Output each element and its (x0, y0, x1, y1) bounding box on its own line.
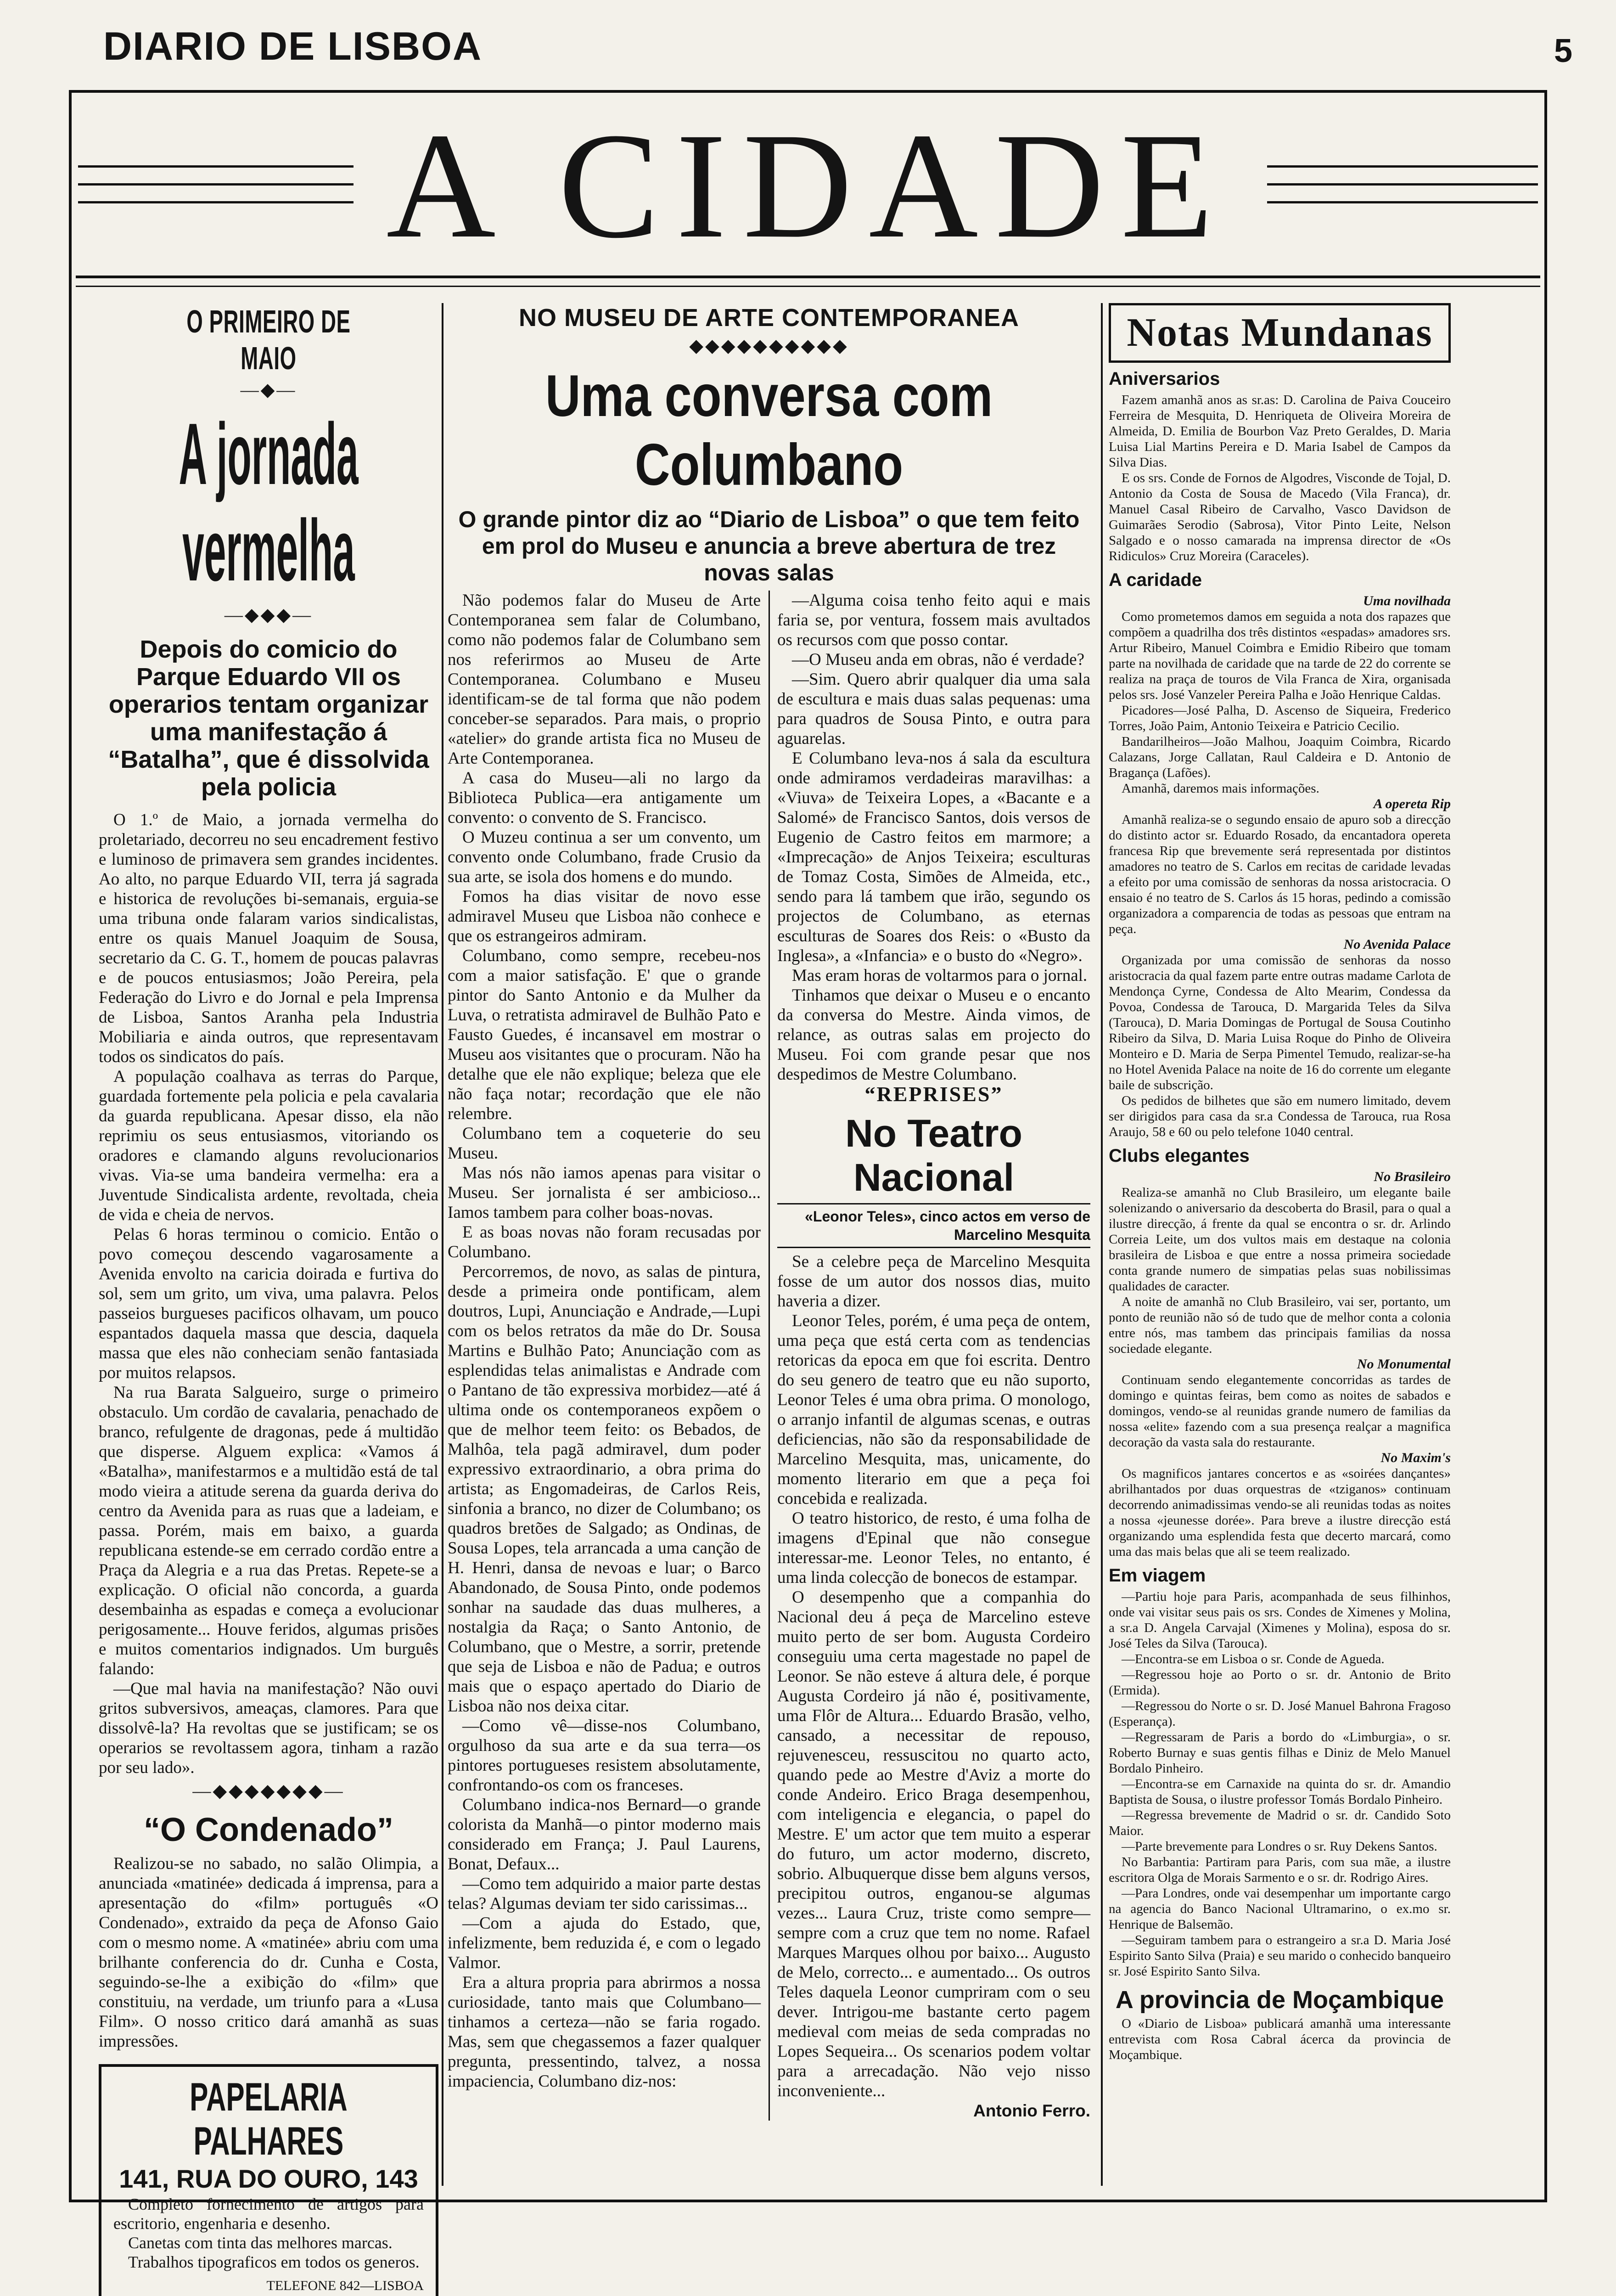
item-tag: No Maxim's (1380, 1450, 1451, 1465)
paragraph: Realizou-se no sabado, no salão Olimpia, a anunciada «matinée» dedicada á imprensa, para a apresentação do «film» português «O Condenado», extraido da peça de Afonso Gaio com o mesmo nome. A «matinée» abriu com uma brilhante conferencia do dr. Cunha e Costa, seguindo-se-lhe a exibição do «film» que constituiu, na verdade, um triunfo para a «Lusa Film». O nosso critico dará amanhã as suas impressões. (99, 1854, 438, 2051)
column-rule-2 (1101, 303, 1103, 2186)
title-underline (76, 276, 1540, 278)
article-headline: Uma conversa com Columbano (545, 363, 993, 498)
paragraph: E Columbano leva-nos á sala da escultura onde admiramos verdadeiras maravilhas: a «Viuva» de Teixeira Lopes, a «Bacante e a Salomé» de Francisco Santos, dois versos de Eugenio de Castro feitos em marmore; a «Imprecação» de Anjos Teixeira; esculturas de Tomaz Costa, Simões de Almeida, etc., sendo para lá tambem que irão, segundo os projectos de Columbano, as eternas esculturas de Soares dos Reis: o «Busto da Inglesa», a «Infancia» e o busto do «Negro». (777, 749, 1090, 965)
masthead-name: DIARIO DE LISBOA (103, 24, 483, 68)
item-tag: Uma novilhada (1363, 593, 1451, 608)
paragraph: —Com a ajuda do Estado, que, infelizmente, bem reduzida é, e com o legado Valmor. (448, 1914, 761, 1972)
paragraph: A população coalhava as terras do Parque, guardada fortemente pela policia e pela cavalaria da guarda republicana. Apesar disso, ela não reprimiu os seus entusiasmos, vitoriando os oradores e clamando alguns revolucionarios vivas. Via-se uma bandeira vermelha: era a Juventude Sindicalista ardente, revoltada, cheia de vida e cheia de nervos. (99, 1067, 438, 1224)
sub-deck: «Leonor Teles», cinco actos em verso de Marcelino Mesquita (777, 1203, 1090, 1248)
paragraph: Na rua Barata Salgueiro, surge o primeiro obstaculo. Um cordão de cavalaria, penachado de branco, refulgente de dragonas, pede á multidão que disperse. Alguem explica: «Vamos á «Batalha», manifestarmos e a multidão está de tal modo vieira a atitude serena da guarda deriva do centro da Avenida para as ruas que a ladeiam, e passa. Porém, mais em baixo, a guarda republicana estende-se em cerrado cordão entre a Praça da Alegria e a rua das Pretas. Repete-se a explicação. O oficial não concorda, a guarda desembainha as espadas e começa a evolucionar perigosamente... Houve feridos, algumas prisões e muitos comentarios indignados. Um burguês falando: (99, 1383, 438, 1678)
column-rule-1 (442, 303, 443, 2186)
sub-headline: A caridade (1109, 570, 1202, 590)
paragraph: Picadores—José Palha, D. Ascenso de Siqueira, Frederico Torres, João Paim, Antonio Teixeira e Patricio Cecilio. (1109, 703, 1451, 733)
ad-line: Completo fornecimento de artigos para escritorio, engenharia e desenho. (113, 2195, 424, 2233)
paragraph: Os pedidos de bilhetes que são em numero limitado, devem ser dirigidos para casa da sr.a Condessa de Tarouca, rua Rosa Araujo, 58 e 60 ou pelo telefone 1040 central. (1109, 1093, 1451, 1139)
item-tag: A opereta Rip (1373, 796, 1451, 811)
paragraph: Tinhamos que deixar o Museu e o encanto da conversa do Mestre. Ainda vimos, de relance, as outras salas em projecto do Museu. Foi com grande pesar que nos despedimos de Mestre Columbano. (777, 986, 1090, 1084)
column-museu (448, 303, 1090, 2121)
paragraph: Organizada por uma comissão de senhoras da nosso aristocracia da qual fazem parte entre outras madame Carlota de Mendonça Cyrne, Condessa de Alto Mearim, Condessa da Povoa, Condessa de Tarouca, D. Margarida Teles da Silva (Tarouca), D. Maria Domingas de Portugal de Sousa Coutinho Ribeiro da Silva, D. Maria Luisa Roque do Pinho de Oliveira Monteiro e D. Maria de Serpa Pimentel Temudo, realizar-se-ha no Hotel Avenida Palace na noite de 16 do corrente um elegante baile de subscrição. (1109, 953, 1451, 1092)
section-box-title: Notas Mundanas (1109, 303, 1451, 363)
paragraph: O «Diario de Lisboa» publicará amanhã uma interessante entrevista com Rosa Cabral ácerca da provincia de Moçambique. (1109, 2016, 1451, 2062)
paragraph: —Regressa brevemente de Madrid o sr. dr. Candido Soto Maior. (1109, 1808, 1451, 1838)
paragraph: Mas eram horas de voltarmos para o jornal. (792, 966, 1088, 985)
ornament: —◆◆◆— (224, 604, 313, 625)
article-kicker: NO MUSEU DE ARTE CONTEMPORANEA (518, 304, 1020, 332)
item-tag: No Brasileiro (1374, 1169, 1451, 1184)
paragraph: —O Museu anda em obras, não é verdade? (792, 650, 1084, 669)
paragraph: —Regressou do Norte o sr. D. José Manuel Bahrona Fragoso (Esperança). (1109, 1699, 1451, 1729)
paragraph: O desempenho que a companhia do Nacional deu á peça de Marcelino esteve muito perto de ser bom. Augusta Cordeiro conseguiu uma certa magestade no papel de Leonor. Se não esteve á altura dele, é porque Augusta Cordeiro já não é, positivamente, uma Flôr de Altura... Eduardo Brasão, velho, cansado, a necessitar de repouso, rejuvenesceu, ressuscitou no quarto acto, quando pede ao Mestre d'Aviz a morte do conde Andeiro. Erico Braga desempenhou, com inteligencia e elegancia, o papel do Mestre. E' um actor que tem muito a esperar do futuro, um actor moderno, discreto, sobrio. Albuquerque disse bem alguns versos, precipitou outros, enganou-se algumas vezes... Laura Cruz, triste como sempre—sempre com a cruz que tem no nome. Rafael Marques Marques olhou por baixo... Augusto de Melo, correcto... e aumentado... Os outros Teles daquela Leonor cumpriram com o seu dever. Intrigou-me bastante certo pagem medieval com meias de seda compradas no Lopes Sequeira... Os scenarios podem voltar para a arrecadação. Não vejo nisso inconveniente... (777, 1588, 1090, 2100)
sub-headline: No Teatro Nacional (845, 1112, 1022, 1199)
paragraph: A noite de amanhã no Club Brasileiro, vai ser, portanto, um ponto de reunião não só de tudo que de melhor conta a colonia entre nós, mas tambem das principais familias da nossa sociedade elegante. (1109, 1294, 1451, 1356)
paragraph: Não podemos falar do Museu de Arte Contemporanea sem falar de Columbano, como não podemos falar de Columbano sem nos referirmos ao Museu de Arte Contemporanea. Columbano e Museu identificam-se de tal forma que não podem conceber-se separados. Para mais, o proprio «atelier» do grande artista fica no Museu de Arte Contemporanea. (448, 591, 761, 768)
paragraph: —Como vê—disse-nos Columbano, orgulhoso da sua arte e da sua terra—os pintores portugueses resistem absolutamente, confrontando-os com os franceses. (448, 1716, 761, 1795)
paragraph: —Que mal havia na manifestação? Não ouvi gritos subversivos, ameaças, clamores. Para que dissolvê-la? Ha revoltas que se justificam; se os operarios se revoltassem agora, tinham a razão por seu lado». (99, 1679, 438, 1777)
sub-headline: A provincia de Moçambique (1115, 1986, 1444, 2014)
item-tag: No Monumental (1357, 1356, 1451, 1372)
paragraph: No Barbantia: Partiram para Paris, com sua mãe, a ilustre escritora Olga de Morais Sarmento e o sr. dr. Rodrigo Aires. (1109, 1855, 1451, 1885)
paragraph: A casa do Museu—ali no largo da Biblioteca Publica—era antigamente um convento: o convento de S. Francisco. (448, 769, 761, 827)
reprises-label: “REPRISES” (864, 1082, 1003, 1106)
paragraph: Leonor Teles, porém, é uma peça de ontem, uma peça que está certa com as tendencias retoricas da epoca em que foi escrita. Dentro do seu genero de teatro que eu não suporto, Leonor Teles é uma obra prima. O monologo, o arranjo infantil de algumas scenas, e outras deficiencias, não são da responsabilidade de Marcelino Mesquita, mas, unicamente, do momento literario em que a peça foi concebida e realizada. (777, 1311, 1090, 1508)
paragraph: —Para Londres, onde vai desempenhar um importante cargo na agencia do Banco Nacional Ultramarino, o ex.mo sr. Henrique de Balsemão. (1109, 1886, 1451, 1932)
paragraph: Como prometemos damos em seguida a nota dos rapazes que compõem a quadrilha dos três distintos «espadas» amadores srs. Artur Ribeiro, Manuel Coimbra e Emidio Ribeiro que tomam parte na novilhada de caridade que na tarde de 22 do corrente se realiza na praça de touros de Vila Franca de Xira, organisada pelos srs. José Vanzeler Pereira Palha e João Henrique Caldas. (1109, 609, 1451, 702)
paragraph: Pelas 6 horas terminou o comicio. Então o povo começou descendo vagarosamente a Avenida envolto na caricia doirada e furtiva do sol, sem um grito, um viva, uma palavra. Pelos passeios burgueses pacificos olhavam, um pouco espantados daquela massa que descia, daquela massa que eles não conheciam senão fantasiada por muitos relapsos. (99, 1225, 438, 1382)
section-title: A CIDADE (386, 102, 1230, 270)
sub-headline: Em viagem (1109, 1565, 1206, 1586)
author-signature: Antonio Ferro. (973, 2101, 1090, 2120)
paragraph: Continuam sendo elegantemente concorridas as tardes de domingo e quintas feiras, bem como as noites de sabados e domingos, vendo-se al reunidas grande numero de familias da nossa «elite» fazendo com a sua presença realçar a magnifica decoração da vasta sala do restaurante. (1109, 1373, 1451, 1450)
paragraph: Percorremos, de novo, as salas de pintura, desde a primeira onde pontificam, alem doutros, Lupi, Anunciação e Andrade,—Lupi com os belos retratos da mãe do Dr. Sousa Martins e Bulhão Pato; Anunciação com as esplendidas telas animalistas e Andrade com o Pantano de tão expressiva morbidez—até á ultima onde os contemporaneos expõem o que de melhor teem feito: os Bebados, de Malhôa, tela pagã admiravel, dum poder expressivo extraordinario, a obra prima do artista; as Engomadeiras, de Carlos Reis, sinfonia a branco, no dizer de Columbano; os quadros bretões de Salgado; as Ondinas, de Sousa Lopes, tela arrancada a uma canção de H. Henri, dansa de nevoas e luar; o Barco Abandonado, de Sousa Pinto, onde podemos sonhar na saudade das duas mulheres, a nostalgia da Raça; o Santo Antonio, de Columbano, que o Mestre, a sorrir, pretende que seja de Lisboa e não de Padua; e outros mais que o espaço apertado do Diario de Lisboa não nos deixa citar. (448, 1262, 761, 1716)
paragraph: E as boas novas não foram recusadas por Columbano. (448, 1223, 761, 1261)
paragraph: Amanhã realiza-se o segundo ensaio de apuro sob a direcção do distinto actor sr. Eduardo Rosado, da encantadora opereta francesa Rip que brevemente será representada por distintos amadores no teatro de S. Carlos em recitas de caridade levadas a efeito por uma comissão de senhoras da nossa aristocracia. O ensaio é no teatro de S. Carlos ás 15 horas, pedindo a comissão organizadora a comparencia de todas as pessoas que entram na peça. (1109, 812, 1451, 936)
article-headline: A jornada vermelha (179, 405, 359, 599)
paragraph: Columbano, como sempre, recebeu-nos com a maior satisfação. E' que o grande pintor do Santo Antonio e da Mulher da Luva, o retratista admiravel de Bulhão Pato e Fausto Guedes, é incansavel em mostrar o Museu aos visitantes que o procuram. Não ha detalhe que ele não explique; beleza que ele não faça notar; recordação que ele não relembre. (448, 946, 761, 1123)
paragraph: —Parte brevemente para Londres o sr. Ruy Dekens Santos. (1122, 1839, 1437, 1854)
paragraph: Columbano indica-nos Bernard—o grande colorista da Manhã—o pintor moderno mais considerado em França; J. Paul Laurens, Bonat, Defaux... (448, 1795, 761, 1874)
paragraph: —Encontra-se em Lisboa o sr. Conde de Agueda. (1122, 1652, 1385, 1666)
article-deck: Depois do comicio do Parque Eduardo VII os operarios tentam organizar uma manifestação á “Batalha”, que é dissolvida pela policia (108, 636, 429, 801)
ad-line: Canetas com tinta das melhores marcas. (128, 2234, 393, 2252)
paragraph: Amanhã, daremos mais informações. (1122, 781, 1319, 796)
ornament: —◆◆◆◆◆◆◆— (192, 1780, 345, 1801)
paragraph: Bandarilheiros—João Malhou, Joaquim Coimbra, Ricardo Calazans, Jorge Callatan, Raul Caldeira e D. Antonio de Bragança (Lafões). (1109, 734, 1451, 780)
paragraph: Se a celebre peça de Marcelino Mesquita fosse de um autor dos nossos dias, muito haveria a dizer. (777, 1252, 1090, 1311)
article-body (448, 591, 1090, 2121)
ad-line: Trabalhos tipograficos em todos os generos. (128, 2253, 420, 2271)
title-underline-thin (76, 286, 1540, 287)
ad-phone: TELEFONE 842—LISBOA (266, 2278, 424, 2293)
article-kicker: O PRIMEIRO DE MAIO (186, 304, 351, 376)
paragraph: Fazem amanhã anos as sr.as: D. Carolina de Paiva Couceiro Ferreira de Mesquita, D. Henriqueta de Oliveira Moreira de Almeida, D. Emilia de Bourbon Vaz Preto Geraldes, D. Maria Luisa Lial Martins Pereira e D. Maria Isabel de Campos da Silva Dias. (1109, 393, 1451, 470)
paragraph: —Partiu hoje para Paris, acompanhada de seus filhinhos, onde vai visitar seus pais os srs. Condes de Ximenes y Molina, a sr.a D. Angela Carvajal (Ximenes y Molina), esposa do sr. José Teles da Silva (Tarouca). (1109, 1589, 1451, 1651)
sub-headline: Clubs elegantes (1109, 1146, 1250, 1166)
paragraph: Era a altura propria para abrirmos a nossa curiosidade, tanto mais que Columbano—tinhamos a certeza—não se faria rogado. Mas, sem que chegassemos a fazer qualquer pregunta, pressentindo, talvez, a nossa impaciencia, Columbano diz-nos: (448, 1973, 761, 2091)
ad-title: PAPELARIA PALHARES (190, 2075, 348, 2163)
paragraph: E os srs. Conde de Fornos de Algodres, Visconde de Tojal, D. Antonio da Costa de Sousa de Macedo (Vila Franca), dr. Manuel Casal Ribeiro de Carvalho, Vasco Davidson de Guimarães Serodio (Sabrosa), Vitor Pinto Leite, Nelson Salgado e o nosso camarada na imprensa director de «Os Ridiculos» Cruz Moreira (Caraceles). (1109, 471, 1451, 563)
advertisement-papelaria (99, 2064, 438, 2296)
item-tag: No Avenida Palace (1343, 937, 1451, 952)
paragraph: —Seguiram tambem para o estrangeiro a sr.a D. Maria José Espirito Santo Silva (Praia) e seu marido o conhecido banqueiro sr. José Espirito Santo Silva. (1109, 1933, 1451, 1979)
paragraph: —Alguma coisa tenho feito aqui e mais faria se, por ventura, fossem mais avultados os recursos com que posso contar. (777, 591, 1090, 649)
paragraph: O 1.º de Maio, a jornada vermelha do proletariado, decorreu no seu encadrement festivo e luminoso de primavera sem grandes incidentes. Ao alto, no parque Eduardo VII, terra já sagrada e historica de revoluções bi-semanais, erguia-se uma tribuna onde falaram varios sindicalistas, entre os quais Manuel Joaquim de Sousa, secretario da C. G. T., homem de poucas palavras e de poucos entusiasmos; João Pereira, pela Federação do Livro e do Jornal e pela Imprensa de Lisboa, Santos Aranha pela Industria Mobiliaria e ainda outros, que representavam todos os sindicatos do país. (99, 810, 438, 1066)
page-number: 5 (1554, 33, 1572, 69)
ornament: ◆◆◆◆◆◆◆◆◆◆ (689, 335, 849, 356)
article-deck: O grande pintor diz ao “Diario de Lisboa” o que tem feito em prol do Museu e anuncia a breve abertura de trez novas salas (458, 506, 1080, 585)
paragraph: —Regressou hoje ao Porto o sr. dr. Antonio de Brito (Ermida). (1109, 1667, 1451, 1698)
sub-headline: Aniversarios (1109, 369, 1220, 389)
paragraph: Os magnificos jantares concertos e as «soirées dançantes» abrilhantados por duas orquestras de «tziganos» continuam decorrendo animadissimas vendo-se ali reunidas todas as noites a nossa «jeunesse dorée». Para breve a ilustre direcção está organizando uma esplendida festa que decerto marcará, como uma das mais belas que ali se teem realizado. (1109, 1466, 1451, 1559)
paragraph: —Como tem adquirido a maior parte destas telas? Algumas deviam ter sido carissimas... (448, 1874, 761, 1913)
ad-address: 141, RUA DO OURO, 143 (119, 2164, 418, 2193)
paragraph: Columbano tem a coqueterie do seu Museu. (448, 1124, 761, 1163)
paragraph: —Encontra-se em Carnaxide na quinta do sr. dr. Amandio Baptista de Sousa, o ilustre professor Tomás Bordalo Pinheiro. (1109, 1777, 1451, 1807)
paragraph: Realiza-se amanhã no Club Brasileiro, um elegante baile solenizando o aniversario da descoberta do Brasil, para o qual a ilustre direcção, á frente da qual se encontra o sr. dr. Arlindo Correia Leite, um dos vultos mais em destaque na colonia brasileira de Lisboa e que entre a nossa primeira sociedade conta grande numero de simpatias pelas suas nobilissimas qualidades de caracter. (1109, 1185, 1451, 1294)
paragraph: O Muzeu continua a ser um convento, um convento onde Columbano, frade Crusio da sua arte, se isola dos homens e do mundo. (448, 828, 761, 886)
sub-headline: “O Condenado” (144, 1812, 393, 1848)
column-primeiro-de-maio (99, 303, 438, 2296)
paragraph: —Sim. Quero abrir qualquer dia uma sala de escultura e mais duas salas pequenas: uma para quadros de Sousa Pinto, e outra para aguarelas. (777, 670, 1090, 748)
paragraph: Fomos ha dias visitar de novo esse admiravel Museu que Lisboa não conhece e que os estrangeiros admiram. (448, 887, 761, 945)
column-notas-mundanas (1109, 303, 1451, 2063)
paragraph: Mas nós não iamos apenas para visitar o Museu. Ser jornalista é ser ambicioso... Iamos tambem para colher boas-novas. (448, 1164, 761, 1222)
paragraph: O teatro historico, de resto, é uma folha de imagens d'Epinal que não consegue interessar-me. Leonor Teles, no entanto, é uma linda colecção de bonecos de estampar. (777, 1509, 1090, 1587)
ornament: —◆— (240, 379, 297, 400)
paragraph: —Regressaram de Paris a bordo do «Limburgia», o sr. Roberto Burnay e suas gentis filhas e Diniz de Melo Manuel Bordalo Pinheiro. (1109, 1730, 1451, 1776)
